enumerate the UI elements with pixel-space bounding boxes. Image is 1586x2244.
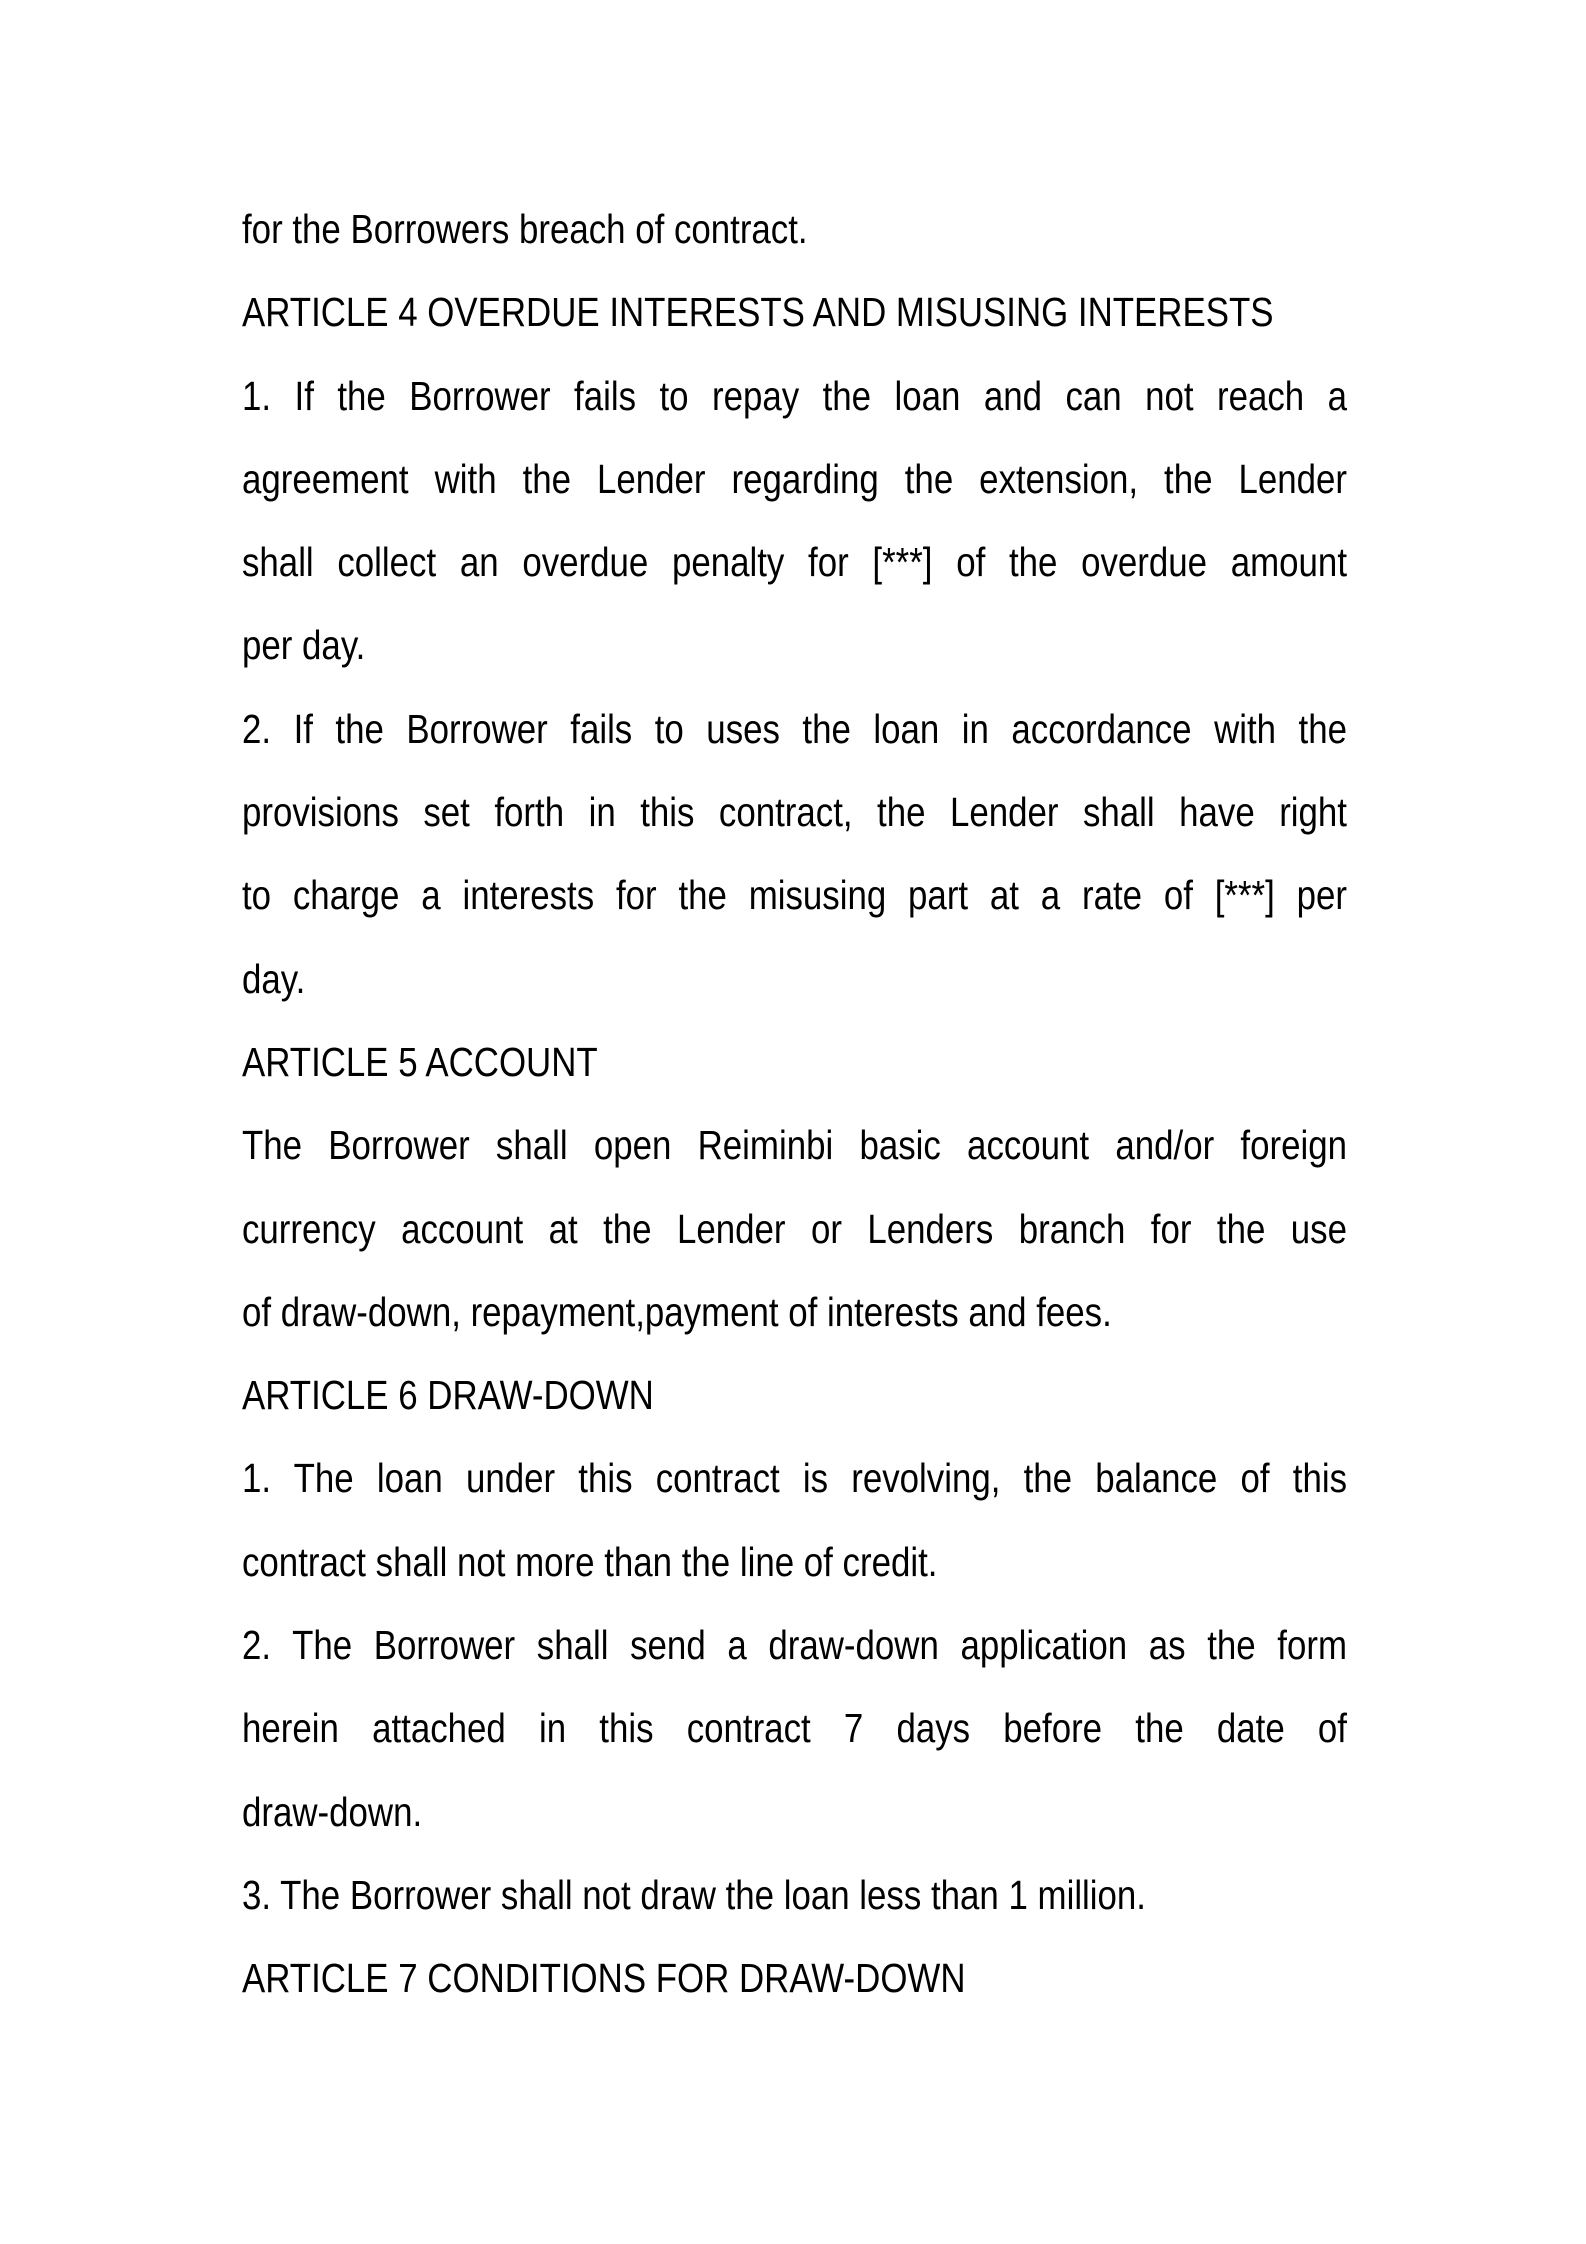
article-5-body-line: The Borrower shall open Reiminbi basic account and/or foreign	[242, 1122, 1347, 1169]
continuation-line: for the Borrowers breach of contract.	[242, 206, 808, 252]
article-6-clause-2-line: draw-down.	[242, 1788, 423, 1835]
article-6-clause-1-line: contract shall not more than the line of credit.	[242, 1538, 938, 1585]
article-4-heading: ARTICLE 4 OVERDUE INTERESTS AND MISUSING INTERESTS	[242, 289, 1274, 336]
article-4-clause-1-line: per day.	[242, 622, 366, 669]
article-5-heading: ARTICLE 5 ACCOUNT	[242, 1038, 598, 1085]
article-5-body-line: currency account at the Lender or Lenders branch for the use	[242, 1205, 1347, 1252]
article-4-clause-1-line: shall collect an overdue penalty for [***] of the overdue amount	[242, 539, 1347, 586]
article-6-clause-2-line: 2. The Borrower shall send a draw-down application as the form	[242, 1622, 1347, 1669]
article-6-clause-3-line: 3. The Borrower shall not draw the loan less than 1 million.	[242, 1871, 1147, 1918]
article-7-heading: ARTICLE 7 CONDITIONS FOR DRAW-DOWN	[242, 1955, 966, 2002]
article-4-clause-2-line: day.	[242, 955, 306, 1002]
article-6-heading: ARTICLE 6 DRAW-DOWN	[242, 1372, 654, 1419]
article-4-clause-2-line: provisions set forth in this contract, the Lender shall have right	[242, 789, 1347, 836]
article-4-clause-1-line: agreement with the Lender regarding the extension, the Lender	[242, 455, 1347, 502]
article-6-clause-2-line: herein attached in this contract 7 days before the date of	[242, 1705, 1347, 1752]
article-6-clause-1-line: 1. The loan under this contract is revolving, the balance of this	[242, 1455, 1347, 1502]
article-4-clause-1-line: 1. If the Borrower fails to repay the loan and can not reach a	[242, 372, 1347, 419]
article-4-clause-2-line: to charge a interests for the misusing part at a rate of [***] per	[242, 872, 1347, 919]
article-4-clause-2-line: 2. If the Borrower fails to uses the loan in accordance with the	[242, 705, 1347, 752]
document-body	[242, 188, 1347, 2021]
article-5-body-line: of draw-down, repayment,payment of interests and fees.	[242, 1288, 1112, 1335]
